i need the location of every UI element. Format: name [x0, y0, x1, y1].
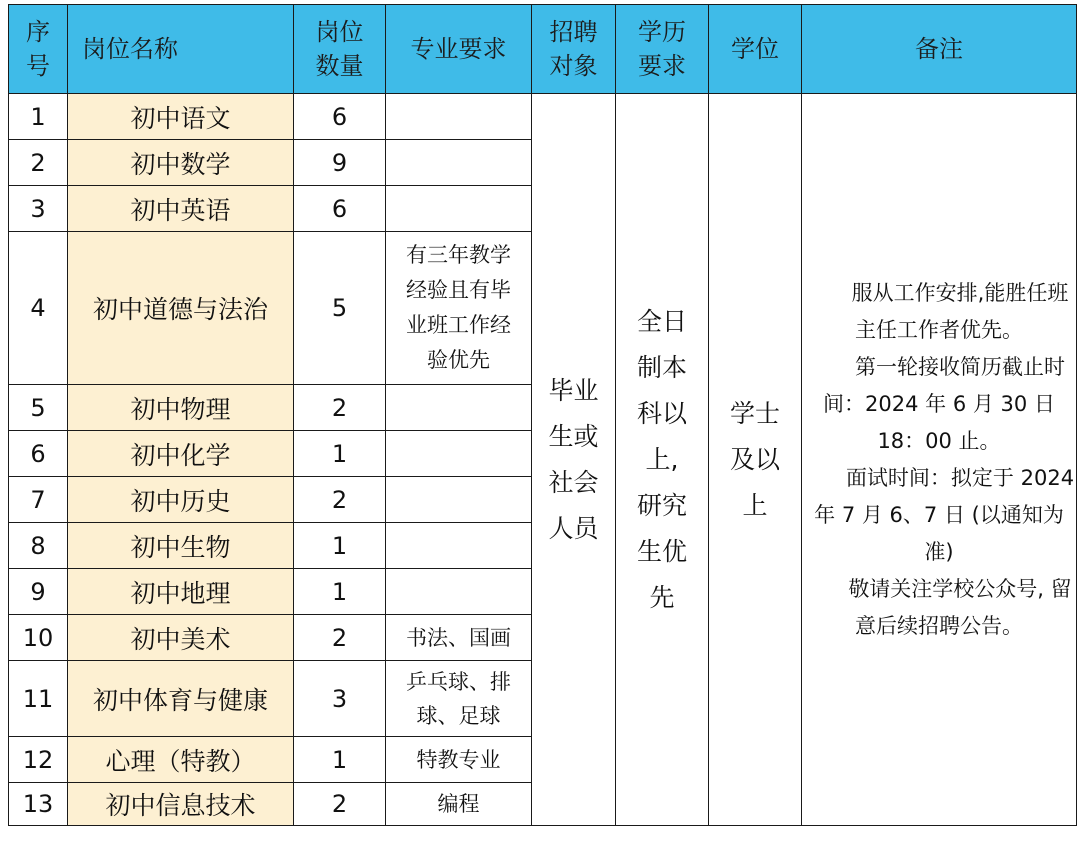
row-major	[386, 431, 532, 477]
row-major: 特教专业	[386, 737, 532, 783]
row-index: 11	[9, 661, 68, 737]
row-index: 13	[9, 783, 68, 826]
row-post-name: 初中英语	[68, 186, 294, 232]
row-index: 1	[9, 94, 68, 140]
header-remarks: 备注	[802, 5, 1077, 94]
row-post-name: 初中生物	[68, 523, 294, 569]
row-index: 3	[9, 186, 68, 232]
row-index: 2	[9, 140, 68, 186]
row-index: 8	[9, 523, 68, 569]
header-education: 学历要求	[616, 5, 709, 94]
row-count: 3	[294, 661, 386, 737]
row-count: 1	[294, 431, 386, 477]
row-post-name: 初中语文	[68, 94, 294, 140]
row-post-name: 初中历史	[68, 477, 294, 523]
header-major: 专业要求	[386, 5, 532, 94]
row-post-name: 初中化学	[68, 431, 294, 477]
row-post-name: 初中美术	[68, 615, 294, 661]
header-target: 招聘对象	[532, 5, 616, 94]
header-count: 岗位数量	[294, 5, 386, 94]
row-count: 2	[294, 783, 386, 826]
row-index: 4	[9, 232, 68, 385]
remark-line: 面试时间：拟定于 2024 年 7 月 6、7 日 (以通知为准)	[814, 465, 1075, 564]
row-post-name: 初中物理	[68, 385, 294, 431]
row-major	[386, 477, 532, 523]
target-cell: 毕业生或社会人员	[532, 94, 616, 826]
table-row	[9, 94, 1077, 140]
remark-line: 第一轮接收简历截止时间：2024 年 6 月 30 日 18：00 止。	[823, 354, 1065, 453]
header-index: 序号	[9, 5, 68, 94]
recruitment-table	[8, 4, 1077, 826]
remark-line: 服从工作安排,能胜任班主任工作者优先。	[851, 280, 1069, 342]
row-count: 6	[294, 94, 386, 140]
header-degree: 学位	[709, 5, 802, 94]
row-count: 1	[294, 737, 386, 783]
row-post-name: 心理（特教）	[68, 737, 294, 783]
row-index: 5	[9, 385, 68, 431]
row-major: 书法、国画	[386, 615, 532, 661]
row-major	[386, 140, 532, 186]
row-major: 乒乓球、排球、足球	[386, 661, 532, 737]
row-major	[386, 94, 532, 140]
row-index: 9	[9, 569, 68, 615]
row-major	[386, 523, 532, 569]
row-major: 编程	[386, 783, 532, 826]
row-index: 6	[9, 431, 68, 477]
row-major	[386, 569, 532, 615]
row-major	[386, 385, 532, 431]
row-post-name: 初中体育与健康	[68, 661, 294, 737]
row-index: 10	[9, 615, 68, 661]
row-count: 1	[294, 523, 386, 569]
row-post-name: 初中地理	[68, 569, 294, 615]
education-cell: 全日制本科以上,研究生优先	[616, 94, 709, 826]
row-count: 2	[294, 385, 386, 431]
row-index: 7	[9, 477, 68, 523]
row-post-name: 初中数学	[68, 140, 294, 186]
row-post-name: 初中信息技术	[68, 783, 294, 826]
row-index: 12	[9, 737, 68, 783]
row-count: 5	[294, 232, 386, 385]
row-count: 2	[294, 477, 386, 523]
degree-cell: 学士及以上	[709, 94, 802, 826]
row-count: 2	[294, 615, 386, 661]
row-count: 1	[294, 569, 386, 615]
row-post-name: 初中道德与法治	[68, 232, 294, 385]
remark-line: 敬请关注学校公众号, 留意后续招聘公告。	[848, 576, 1072, 638]
row-count: 6	[294, 186, 386, 232]
header-post-name: 岗位名称	[68, 5, 294, 94]
remarks-cell	[802, 94, 1077, 826]
header-row	[9, 5, 1077, 94]
row-major: 有三年教学经验且有毕业班工作经验优先	[386, 232, 532, 385]
row-major	[386, 186, 532, 232]
row-count: 9	[294, 140, 386, 186]
